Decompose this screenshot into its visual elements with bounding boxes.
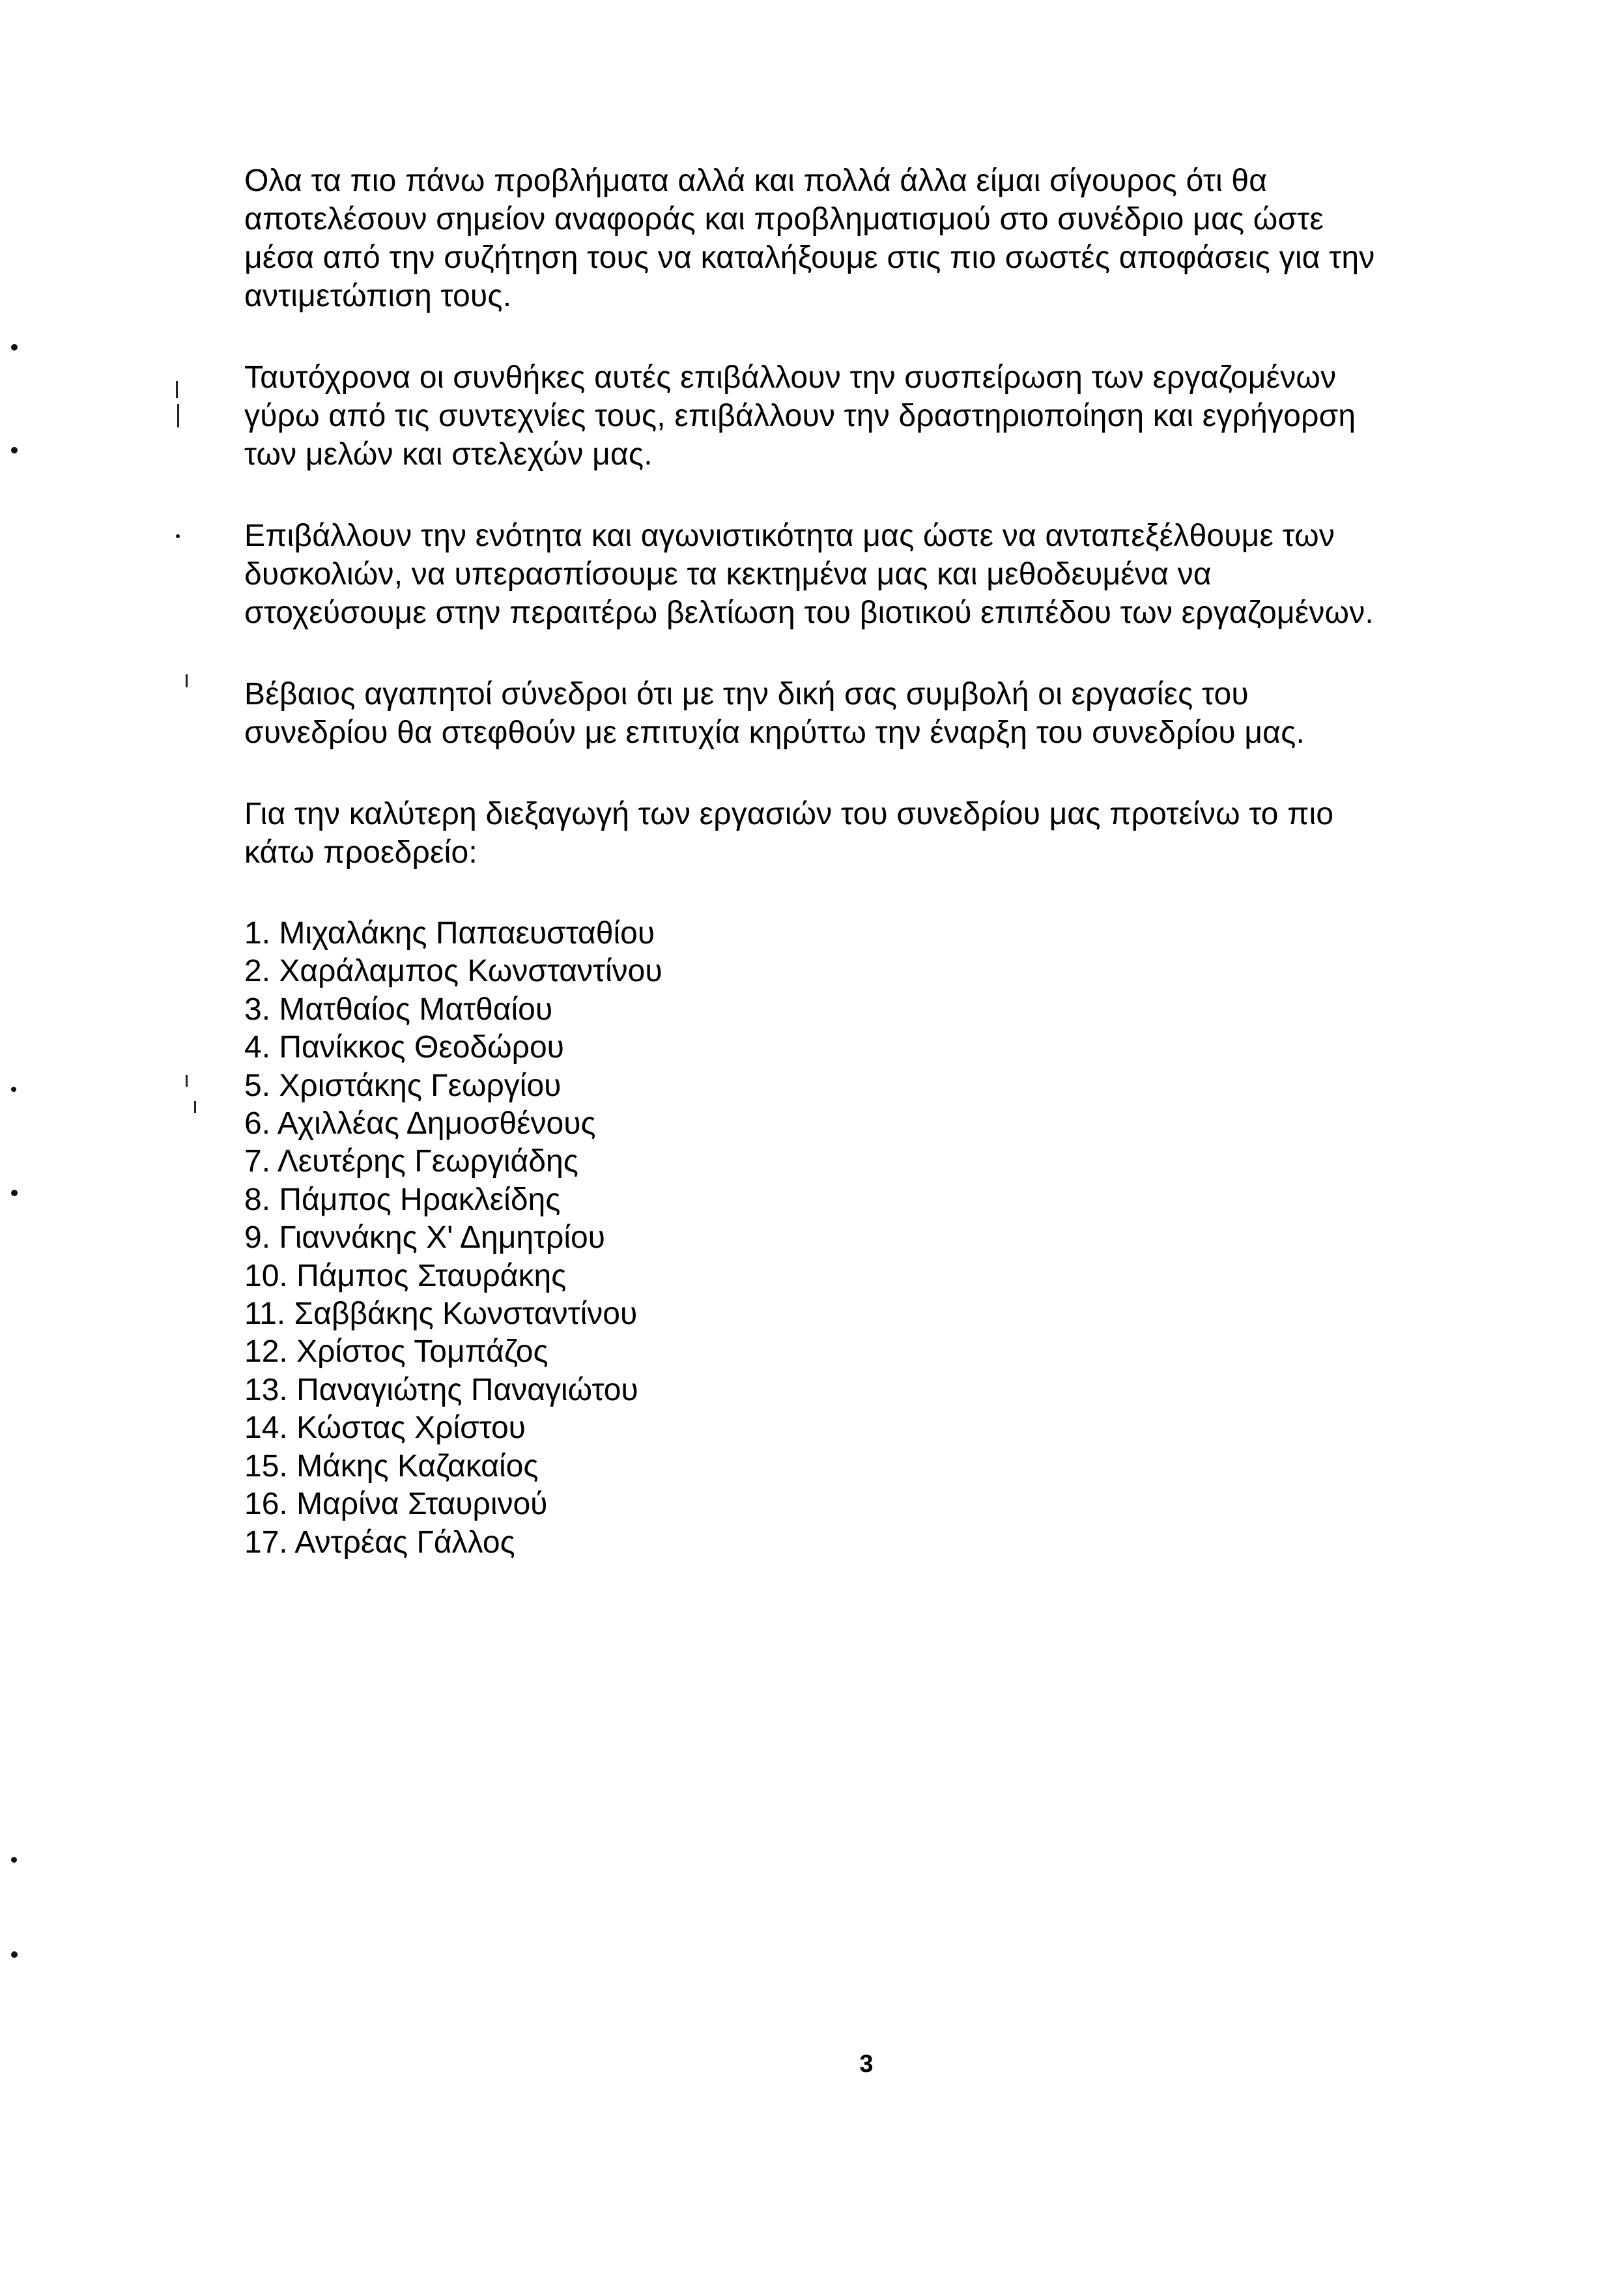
text-line: κάτω προεδρείο:: [244, 835, 477, 870]
text-line: Για την καλύτερη διεξαγωγή των εργασιών του συνεδρίου μας προτείνω το πιο: [244, 797, 1334, 831]
scan-speck: [11, 1857, 17, 1863]
list-item: 4. Πανίκκος Θεοδώρου: [244, 1030, 564, 1065]
list-item: 2. Χαράλαμπος Κωνσταντίνου: [244, 954, 662, 989]
list-item: 10. Πάμπος Σταυράκης: [244, 1258, 567, 1293]
text-line: μέσα από την συζήτηση τους να καταλήξουμε στις πιο σωστές αποφάσεις για την: [244, 240, 1375, 275]
list-item: 12. Χρίστος Τομπάζος: [244, 1334, 548, 1370]
list-item: 15. Μάκης Καζακαίος: [244, 1448, 539, 1484]
text-line: Βέβαιος αγαπητοί σύνεδροι ότι με την δική σας συμβολή οι εργασίες του: [244, 677, 1249, 711]
text-line: αποτελέσουν σημείον αναφοράς και προβληματισμού στο συνέδριο μας ώστε: [244, 202, 1324, 237]
page-number: 3: [859, 2050, 874, 2078]
paragraph: [244, 162, 1482, 315]
scan-speck: [11, 344, 18, 351]
scan-mark: [194, 1101, 196, 1113]
scan-speck: [176, 534, 180, 538]
text-line: των μελών και στελεχών μας.: [244, 437, 653, 472]
text-line: Ταυτόχρονα οι συνθήκες αυτές επιβάλλουν την συσπείρωση των εργαζομένων: [244, 360, 1337, 395]
scan-speck: [11, 447, 18, 453]
text-line: Επιβάλλουν την ενότητα και αγωνιστικότητα μας ώστε να ανταπεξέλθουμε των: [244, 519, 1335, 553]
text-line: αντιμετώπιση τους.: [244, 279, 512, 313]
list-item: 14. Κώστας Χρίστου: [244, 1411, 526, 1446]
list-item: 6. Αχιλλέας Δημοσθένους: [244, 1106, 596, 1141]
list-item: 7. Λευτέρης Γεωργιάδης: [244, 1144, 578, 1179]
list-item: 8. Πάμπος Ηρακλείδης: [244, 1182, 561, 1217]
text-line: δυσκολιών, να υπερασπίσουμε τα κεκτημένα μας και μεθοδευμένα να: [244, 557, 1212, 592]
list-item: 11. Σαββάκης Κωνσταντίνου: [244, 1297, 638, 1332]
text-line: γύρω από τις συντεχνίες τους, επιβάλλουν την δραστηριοποίηση και εγρήγορση: [244, 399, 1356, 433]
paragraph: [244, 675, 1482, 752]
scan-mark: [186, 1075, 188, 1087]
text-line: συνεδρίου θα στεφθούν με επιτυχία κηρύττω την έναρξη του συνεδρίου μας.: [244, 715, 1305, 750]
paragraph: [244, 517, 1482, 632]
paragraph: [244, 358, 1482, 474]
scan-mark: [177, 404, 179, 427]
list-item: 17. Αντρέας Γάλλος: [244, 1525, 515, 1560]
text-line: στοχεύσουμε στην περαιτέρω βελτίωση του βιοτικού επιπέδου των εργαζομένων.: [244, 596, 1374, 630]
list-item: 3. Ματθαίος Ματθαίου: [244, 992, 553, 1027]
scan-mark: [186, 674, 188, 687]
scan-speck: [11, 1190, 18, 1196]
text-line: Ολα τα πιο πάνω προβλήματα αλλά και πολλά άλλα είμαι σίγουρος ότι θα: [244, 164, 1268, 198]
list-item: 13. Παναγιώτης Παναγιώτου: [244, 1372, 638, 1407]
scan-speck: [11, 1087, 16, 1092]
document-body: [244, 162, 1482, 1562]
presidium-list: [244, 915, 1482, 1562]
scan-mark: [176, 381, 178, 398]
scan-speck: [11, 1951, 18, 1958]
list-item: 5. Χριστάκης Γεωργίου: [244, 1068, 562, 1103]
list-item: 16. Μαρίνα Σταυρινού: [244, 1487, 548, 1522]
list-item: 9. Γιαννάκης Χ' Δημητρίου: [244, 1220, 605, 1256]
list-item: 1. Μιχαλάκης Παπαευσταθίου: [244, 916, 655, 951]
paragraph: [244, 795, 1482, 872]
